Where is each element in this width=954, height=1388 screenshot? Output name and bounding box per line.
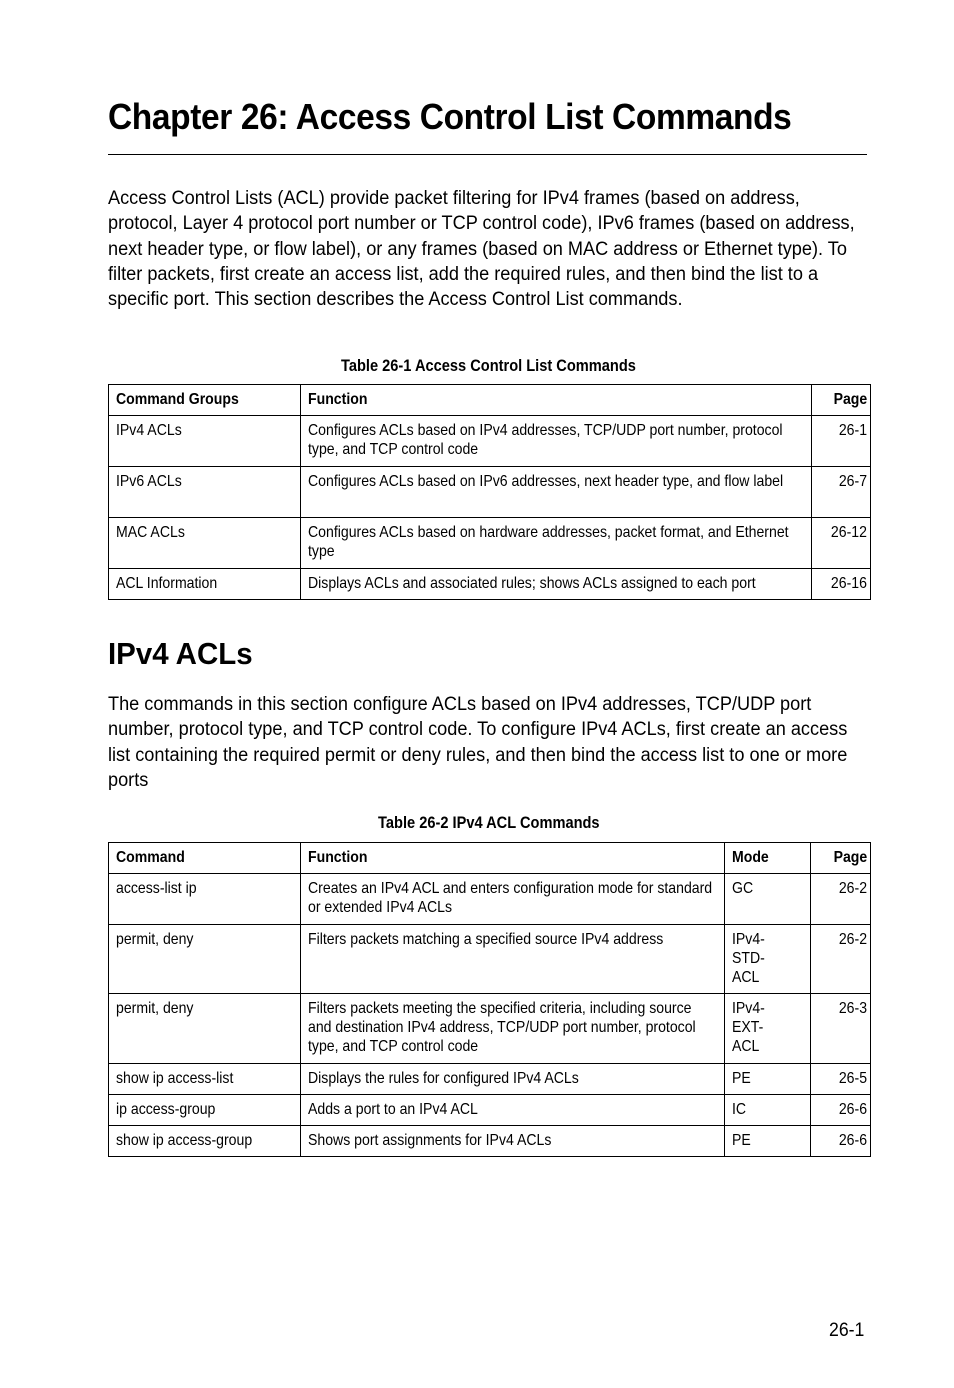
header-page: Page [812,385,871,416]
table-row [109,925,871,994]
cell-function: Shows port assignments for IPv4 ACLs [301,1126,725,1157]
cell-command: permit, deny [109,994,301,1064]
chapter-intro-paragraph: Access Control Lists (ACL) provide packet filtering for IPv4 frames (based on address, protocol, Layer 4 protocol port number or TCP control code), IPv6 frames (based on address, next header type, or flow label), or any frames (based on MAC address or Ethernet type). To filter packets, first create an access list, add the required rules, and then bind the list to a specific port. This section describes the Access Control List commands. [108,188,855,311]
table-row [109,416,871,467]
section-intro-paragraph: The commands in this section configure ACLs based on IPv4 addresses, TCP/UDP port number, protocol type, and TCP control code. To configure IPv4 ACLs, first create an access list containing the required permit or deny rules, and then bind the access list to one or more ports [108,694,848,791]
cell-mode: PE [725,1126,811,1157]
cell-function: Filters packets meeting the specified criteria, including source and destination IPv4 address, TCP/UDP port number, protocol type, and TCP control code [301,994,725,1064]
page-number: 26-1 [829,1320,865,1341]
cell-function: Adds a port to an IPv4 ACL [301,1095,725,1126]
table-row [109,1064,871,1095]
cell-page-link[interactable]: 26-6 [811,1126,871,1157]
cell-group: IPv6 ACLs [109,467,301,518]
table-header-row [109,385,871,416]
cell-page-link[interactable]: 26-7 [812,467,871,518]
header-mode: Mode [725,843,811,874]
table-row [109,874,871,925]
chapter-title: Chapter 26: Access Control List Commands [108,96,792,137]
cell-page-link[interactable]: 26-12 [812,518,871,569]
cell-page-link[interactable]: 26-2 [811,874,871,925]
cell-mode: GC [725,874,811,925]
header-command-groups: Command Groups [109,385,301,416]
table-26-1-caption: Table 26-1 Access Control List Commands [341,356,636,375]
section-title-ipv4-acls: IPv4 ACLs [108,636,253,671]
table-row [109,569,871,600]
title-divider [108,154,867,155]
cell-mode: PE [725,1064,811,1095]
cell-page-link[interactable]: 26-5 [811,1064,871,1095]
cell-mode: IPv4-STD-ACL [725,925,811,994]
cell-command: show ip access-group [109,1126,301,1157]
cell-page-link[interactable]: 26-3 [811,994,871,1064]
cell-function: Configures ACLs based on IPv6 addresses, next header type, and flow label [301,467,812,518]
table-header-row [109,843,871,874]
cell-function: Filters packets matching a specified source IPv4 address [301,925,725,994]
cell-function: Configures ACLs based on IPv4 addresses, TCP/UDP port number, protocol type, and TCP control code [301,416,812,467]
ipv4-acl-commands-table [108,842,871,1157]
cell-page-link[interactable]: 26-6 [811,1095,871,1126]
access-control-list-commands-table [108,384,871,600]
cell-group: MAC ACLs [109,518,301,569]
cell-command: permit, deny [109,925,301,994]
table-26-2-caption: Table 26-2 IPv4 ACL Commands [377,813,600,832]
table-row [109,467,871,518]
cell-page-link[interactable]: 26-16 [812,569,871,600]
cell-function: Displays ACLs and associated rules; shows ACLs assigned to each port [301,569,812,600]
cell-command: access-list ip [109,874,301,925]
cell-mode: IPv4-EXT-ACL [725,994,811,1064]
cell-function: Displays the rules for configured IPv4 ACLs [301,1064,725,1095]
table-row [109,994,871,1064]
cell-page-link[interactable]: 26-2 [811,925,871,994]
cell-page-link[interactable]: 26-1 [812,416,871,467]
header-function: Function [301,843,725,874]
header-function: Function [301,385,812,416]
header-command: Command [109,843,301,874]
cell-command: ip access-group [109,1095,301,1126]
cell-mode: IC [725,1095,811,1126]
cell-group: IPv4 ACLs [109,416,301,467]
cell-function: Configures ACLs based on hardware addresses, packet format, and Ethernet type [301,518,812,569]
header-page: Page [811,843,871,874]
cell-function: Creates an IPv4 ACL and enters configuration mode for standard or extended IPv4 ACLs [301,874,725,925]
cell-group: ACL Information [109,569,301,600]
cell-command: show ip access-list [109,1064,301,1095]
table-row [109,518,871,569]
table-row [109,1095,871,1126]
table-row [109,1126,871,1157]
